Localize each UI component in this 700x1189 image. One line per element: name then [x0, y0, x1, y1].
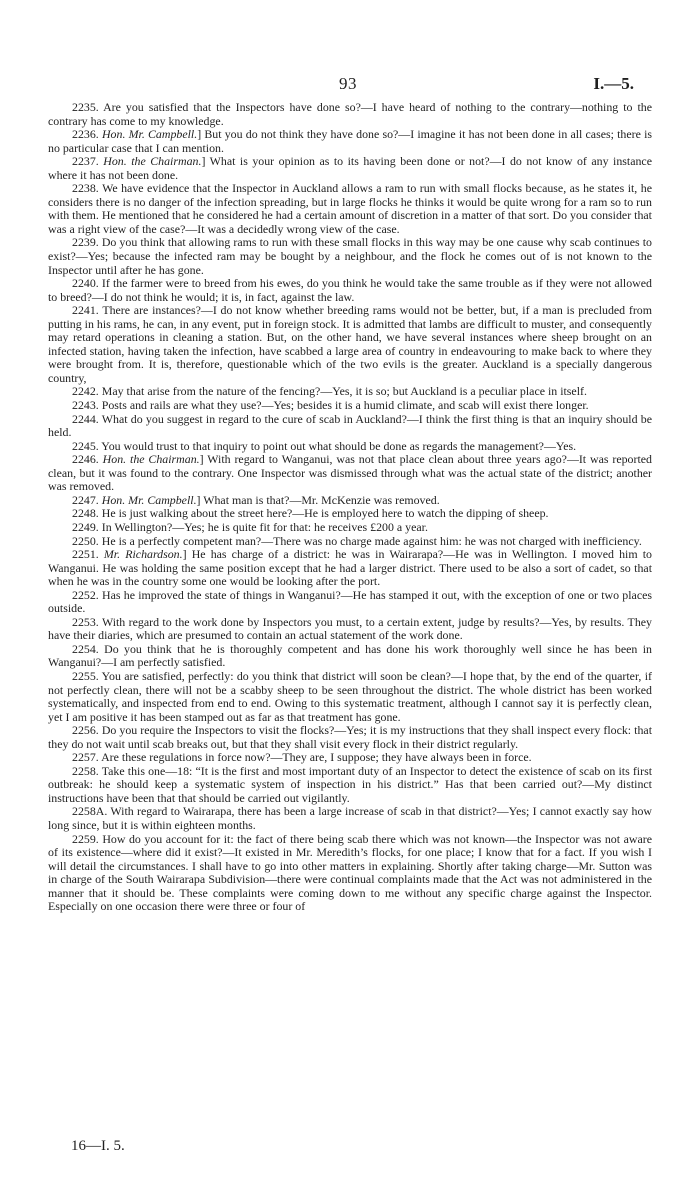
question-paragraph — [48, 440, 652, 454]
page-header — [0, 74, 700, 96]
question-number: 2250. — [72, 533, 99, 548]
paragraph-text: With regard to Wairarapa, there has been a large increase of scab in that district?—Yes; I cannot exactly say how long since, but it is within eighteen months. — [48, 804, 652, 832]
paragraph-text: Has he improved the state of things in Wanganui?—He has stamped it out, with the exception of one or two places outside. — [48, 587, 652, 616]
question-paragraph — [48, 589, 652, 616]
question-number: 2258. — [72, 763, 99, 778]
question-number: 2256. — [72, 723, 99, 738]
question-number: 2249. — [72, 519, 99, 534]
question-number: 2247. — [72, 492, 99, 507]
question-number: 2235. — [72, 100, 99, 114]
paragraph-text: We have evidence that the Inspector in Auckland allows a ram to run with small flocks because, as he states it, he considers there is no danger of the infection spreading, but in large flocks he thinks it would be quite wrong for a ram so to run with them. He mentioned that he considered he had a certain amount of discretion in a matter of that sort. Do you consider that was a right view of the case?—It was a decidedly wrong view of the case. — [48, 181, 653, 236]
question-number: 2252. — [72, 587, 99, 602]
question-number: 2257. — [72, 750, 99, 765]
paragraph-text: ] What man is that?—Mr. McKenzie was removed. — [196, 492, 440, 507]
question-number: 2254. — [72, 641, 99, 656]
speaker-name: Hon. the Chairman. — [103, 154, 202, 169]
paragraph-text: Do you require the Inspectors to visit the flocks?—Yes; it is my instructions that they shall inspect every flock: that they do not wait until scab breaks out, but that they shall visit every flock in their district regularly. — [48, 723, 652, 751]
question-paragraph — [48, 128, 652, 155]
printer-signature: 16—I. 5. — [71, 1138, 125, 1154]
question-number: 2242. — [72, 384, 99, 399]
question-paragraph — [48, 643, 652, 670]
question-paragraph — [48, 548, 652, 589]
paragraph-text: ] But you do not think they have done so?—I imagine it has not been done in all cases; there is no particular case that I can mention. — [48, 127, 652, 155]
paragraph-text: Are these regulations in force now?—They are, I suppose; they have always been in force. — [101, 750, 532, 765]
question-number: 2237. — [72, 154, 99, 169]
question-paragraph — [48, 616, 652, 643]
paragraph-text: With regard to the work done by Inspectors you must, to a certain extent, judge by results?—Yes, by results. They have their diaries, which are presumed to contain an actual statement of the work done. — [48, 614, 652, 643]
question-paragraph — [48, 833, 652, 914]
paragraph-text: Are you satisfied that the Inspectors have done so?—I have heard of nothing to the contrary—nothing to the contrary has come to my knowledge. — [48, 100, 652, 128]
question-paragraph — [48, 182, 652, 236]
speaker-name: Mr. Richardson. — [103, 547, 183, 562]
question-number: 2255. — [72, 668, 99, 683]
paragraph-text: Do you think that he is thoroughly competent and has done his work thoroughly well since he has been in Wanganui?—I am perfectly satisfied. — [48, 641, 652, 670]
paragraph-text: Do you think that allowing rams to run with these small flocks in this way may be one cause why scab continues to exist?—Yes; because the infected ram may be bought by a neighbour, and the flock he comes out of is not known to the Inspector until after he has gone. — [48, 235, 652, 277]
paragraph-text: In Wellington?—Yes; he is quite fit for that: he receives £200 a year. — [101, 519, 428, 534]
page-number: 93 — [339, 74, 357, 93]
paragraph-text: He is just walking about the street here?—He is employed here to watch the dipping of sheep. — [101, 506, 549, 521]
question-paragraph — [48, 765, 652, 806]
question-number: 2245. — [72, 438, 99, 453]
question-paragraph — [48, 304, 652, 385]
paragraph-text: ] He has charge of a district: he was in Wairarapa?—He was in Wellington. I moved him to Wanganui. He was holding the same position except that he had a larger district. There used to be also a sort of cadet, so that when he was in the country some one would be looking after the port. — [48, 547, 652, 589]
question-paragraph — [48, 507, 652, 521]
speaker-name: Hon. Mr. Campbell. — [101, 127, 198, 142]
question-paragraph — [48, 413, 652, 440]
question-number: 2240. — [72, 276, 99, 291]
question-paragraph — [48, 453, 652, 494]
document-reference: I.—5. — [593, 74, 634, 93]
speaker-name: Hon. the Chairman. — [102, 452, 200, 467]
question-paragraph — [48, 236, 652, 277]
question-paragraph — [48, 494, 652, 508]
question-number: 2244. — [72, 411, 99, 426]
question-number: 2259. — [72, 831, 99, 846]
question-paragraph — [48, 277, 652, 304]
question-number: 2251. — [72, 547, 99, 562]
paragraph-text: You would trust to that inquiry to point out what should be done as regards the management?—Yes. — [101, 438, 577, 453]
question-paragraph — [48, 724, 652, 751]
paragraph-text: ] What is your opinion as to its having been done or not?—I do not know of any instance where it has not been done. — [48, 154, 652, 182]
question-number: 2238. — [72, 181, 99, 196]
paragraph-text: If the farmer were to breed from his ewes, do you think he would take the same trouble as if they were not allowed to breed?—I do not think he would; it is, in fact, against the law. — [48, 276, 652, 304]
paragraph-text: Posts and rails are what they use?—Yes; besides it is a humid climate, and scab will exist there longer. — [101, 398, 589, 413]
paragraph-text: ] With regard to Wanganui, was not that place clean about three years ago?—It was reported clean, but it was found to the contrary. One Inspector was dismissed through what was the actual state of the district; another was removed. — [48, 452, 652, 494]
question-paragraph — [48, 521, 652, 535]
question-paragraph — [48, 399, 652, 413]
question-paragraph — [48, 535, 652, 549]
question-paragraph — [48, 385, 652, 399]
question-number: 2241. — [72, 303, 99, 318]
question-paragraph — [48, 751, 652, 765]
paragraph-text: He is a perfectly competent man?—There was no charge made against him: he was not charged with inefficiency. — [101, 533, 642, 548]
question-paragraph — [48, 670, 652, 724]
paragraph-text: May that arise from the nature of the fencing?—Yes, it is so; but Auckland is a peculiar place in itself. — [101, 384, 587, 399]
question-number: 2236. — [72, 127, 99, 142]
question-number: 2246. — [72, 452, 99, 467]
question-number: 2248. — [72, 506, 99, 521]
paragraph-text: You are satisfied, perfectly: do you think that district will soon be clean?—I hope that, by the end of the quarter, if not perfectly clean, there will not be a scabby sheep to be seen throughout the district. The whole district has been worked systematically, and inspected from end to end. Owing to this systematic treatment, although I cannot say it is perfectly clean, yet I am positive it has been stamped out as far as that treatment has gone. — [48, 668, 652, 724]
question-number: 2253. — [72, 614, 99, 629]
question-number: 2258A. — [72, 804, 108, 819]
question-number: 2243. — [72, 398, 99, 413]
paragraph-text: What do you suggest in regard to the cure of scab in Auckland?—I think the first thing is that an inquiry should be held. — [48, 411, 652, 440]
paragraph-text: How do you account for it: the fact of there being scab there which was not known—the Inspector was not aware of its existence—where did it exist?—It existed in Mr. Meredith’s flocks, for one place; I know that for a fact. If you wish I will detail the circumstances. I shall have to go into other matters in explaining. Shortly after taking charge—Mr. Sutton was in charge of the South Wairarapa Subdivision—there were continual complaints made that the Act was not administered in the manner that it should be. These complaints were coming down to me without any specific charge against the Inspector. Especially on one occasion there were three or four of — [48, 831, 652, 914]
paragraph-text: There are instances?—I do not know whether breeding rams would not be better, but, if a man is precluded from putting in his rams, he can, in any event, put in foreign stock. It is admitted that lambs are difficult to muster, and consequently may retard operations in cleaning a station. But, on the other hand, we have several instances where sheep brought on an infected station, having taken the infection, have scabbed a large area of country in endeavouring to make back to where they were brought from. It is, therefore, questionable which of the two evils is the greater. Auckland is a specially dangerous country, — [48, 303, 652, 385]
question-number: 2239. — [72, 235, 99, 250]
evidence-text — [48, 101, 652, 914]
question-paragraph — [48, 805, 652, 832]
paragraph-text: Take this one—18: “It is the first and most important duty of an Inspector to detect the existence of scab on its first outbreak: he should keep a systematic system of inspection in his district.” Has that been carried out?—My distinct instructions have been that that should be carried out vigilantly. — [48, 763, 652, 805]
question-paragraph — [48, 155, 652, 182]
speaker-name: Hon. Mr. Campbell. — [101, 492, 197, 507]
question-paragraph — [48, 101, 652, 128]
